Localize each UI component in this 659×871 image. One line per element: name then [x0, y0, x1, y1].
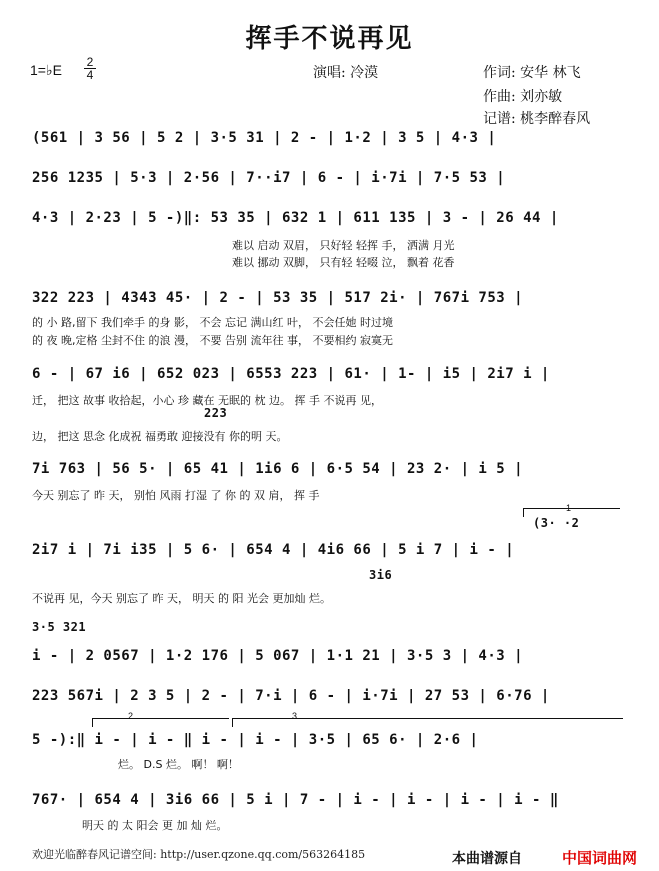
lyric-line: 难以 启动 双眉， 只好轻 轻挥 手， 洒满 月光 — [232, 239, 455, 252]
lower-part-b: 223 — [204, 406, 228, 420]
lyric-line: 边， 把这 思念 化成祝 福勇敢 迎接没有 你的明 天。 — [32, 430, 288, 443]
key-note: ♭E — [45, 62, 62, 78]
score-row-7: 2i7 i | 7i i35 | 5 6· | 654 4 | 4i6 66 | 5 i 7 | i - | — [32, 542, 515, 558]
key-signature — [30, 62, 62, 79]
score-row-6: 7i 763 | 56 5· | 65 41 | 1i6 6 | 6·5 54 | 23 2· | i 5 | — [32, 461, 524, 477]
footer-text: 欢迎光临醉春风记谱空间: http://user.qzone.qq.com/563264185 — [32, 848, 366, 861]
volta-label: 2 — [128, 711, 134, 721]
lyric-line: 的 夜 晚,定格 尘封不住 的浪 漫， 不要 告别 流年往 事， 不要相约 寂寞无 — [32, 334, 393, 347]
upper-part-b: 3·5 321 — [32, 620, 87, 634]
source-label: 本曲谱源自 — [452, 851, 522, 867]
score-row-8: i - | 2 0567 | 1·2 176 | 5 067 | 1·1 21 | 3·5 3 | 4·3 | — [32, 648, 524, 664]
score-row-9: 223 567i | 2 3 5 | 2 - | 7·i | 6 - | i·7i | 27 53 | 6·76 | — [32, 688, 550, 704]
upper-part-a: (3· ·2 — [533, 516, 580, 530]
time-top: 2 — [86, 55, 94, 69]
lyric-line: 明天 的 太 阳会 更 加 灿 烂。 — [82, 819, 228, 832]
page-title: 挥手不说再见 — [245, 24, 414, 54]
time-signature — [84, 56, 96, 81]
score-row-3: 4·3 | 2·23 | 5 -)‖: 53 35 | 632 1 | 611 135 | 3 - | 26 44 | — [32, 210, 559, 226]
lyricist-credit: 作词: 安华 林飞 — [483, 65, 581, 81]
lyric-line: 今天 别忘了 昨 天， 别怕 风雨 打湿 了 你 的 双 肩， 挥 手 — [32, 489, 320, 502]
lyric-line: 难以 挪动 双脚， 只有轻 轻啜 泣， 飘着 花香 — [232, 256, 455, 269]
volta-bracket — [232, 718, 623, 727]
volta-label: 1 — [566, 503, 572, 513]
score-row-5: 6 - | 67 i6 | 652 023 | 6553 223 | 61· | 1- | i5 | 2i7 i | — [32, 366, 550, 382]
time-bottom: 4 — [86, 68, 94, 82]
transcriber-credit: 记谱: 桃李醉春风 — [483, 111, 591, 127]
score-row-2: 256 1235 | 5·3 | 2·56 | 7··i7 | 6 - | i·7i | 7·5 53 | — [32, 170, 506, 186]
lyric-line: 的 小 路,留下 我们牵手 的身 影， 不会 忘记 满山红 叶， 不会任她 时过境 — [32, 316, 393, 329]
score-row-1: (561 | 3 56 | 5 2 | 3·5 31 | 2 - | 1·2 | 3 5 | 4·3 | — [32, 130, 497, 146]
volta-label: 3 — [292, 711, 298, 721]
score-row-10: 5 -):‖ i - | i - ‖ i - | i - | 3·5 | 65 6· | 2·6 | — [32, 732, 479, 748]
composer-credit: 作曲: 刘亦敏 — [483, 89, 563, 105]
score-row-4: 322 223 | 4343 45· | 2 - | 53 35 | 517 2i· | 767i 753 | — [32, 290, 524, 306]
lyric-line: 迁， 把这 故事 收拾起，小心 珍 藏在 无眠的 枕 边。 挥 手 不说再 见， — [32, 394, 382, 407]
key-prefix: 1= — [30, 62, 46, 78]
score-row-11: 767· | 654 4 | 3i6 66 | 5 i | 7 - | i - | i - | i - | i - ‖ — [32, 792, 559, 808]
volta-bracket — [92, 718, 229, 727]
singer-credit: 演唱: 冷漠 — [313, 65, 379, 81]
site-name: 中国词曲网 — [562, 849, 638, 867]
lyric-line: 烂。 D.S 烂。 啊！ 啊！ — [118, 758, 239, 771]
lower-part-a: 3i6 — [369, 568, 393, 582]
lyric-line: 不说再 见，今天 别忘了 昨 天， 明天 的 阳 光会 更加灿 烂。 — [32, 592, 331, 605]
